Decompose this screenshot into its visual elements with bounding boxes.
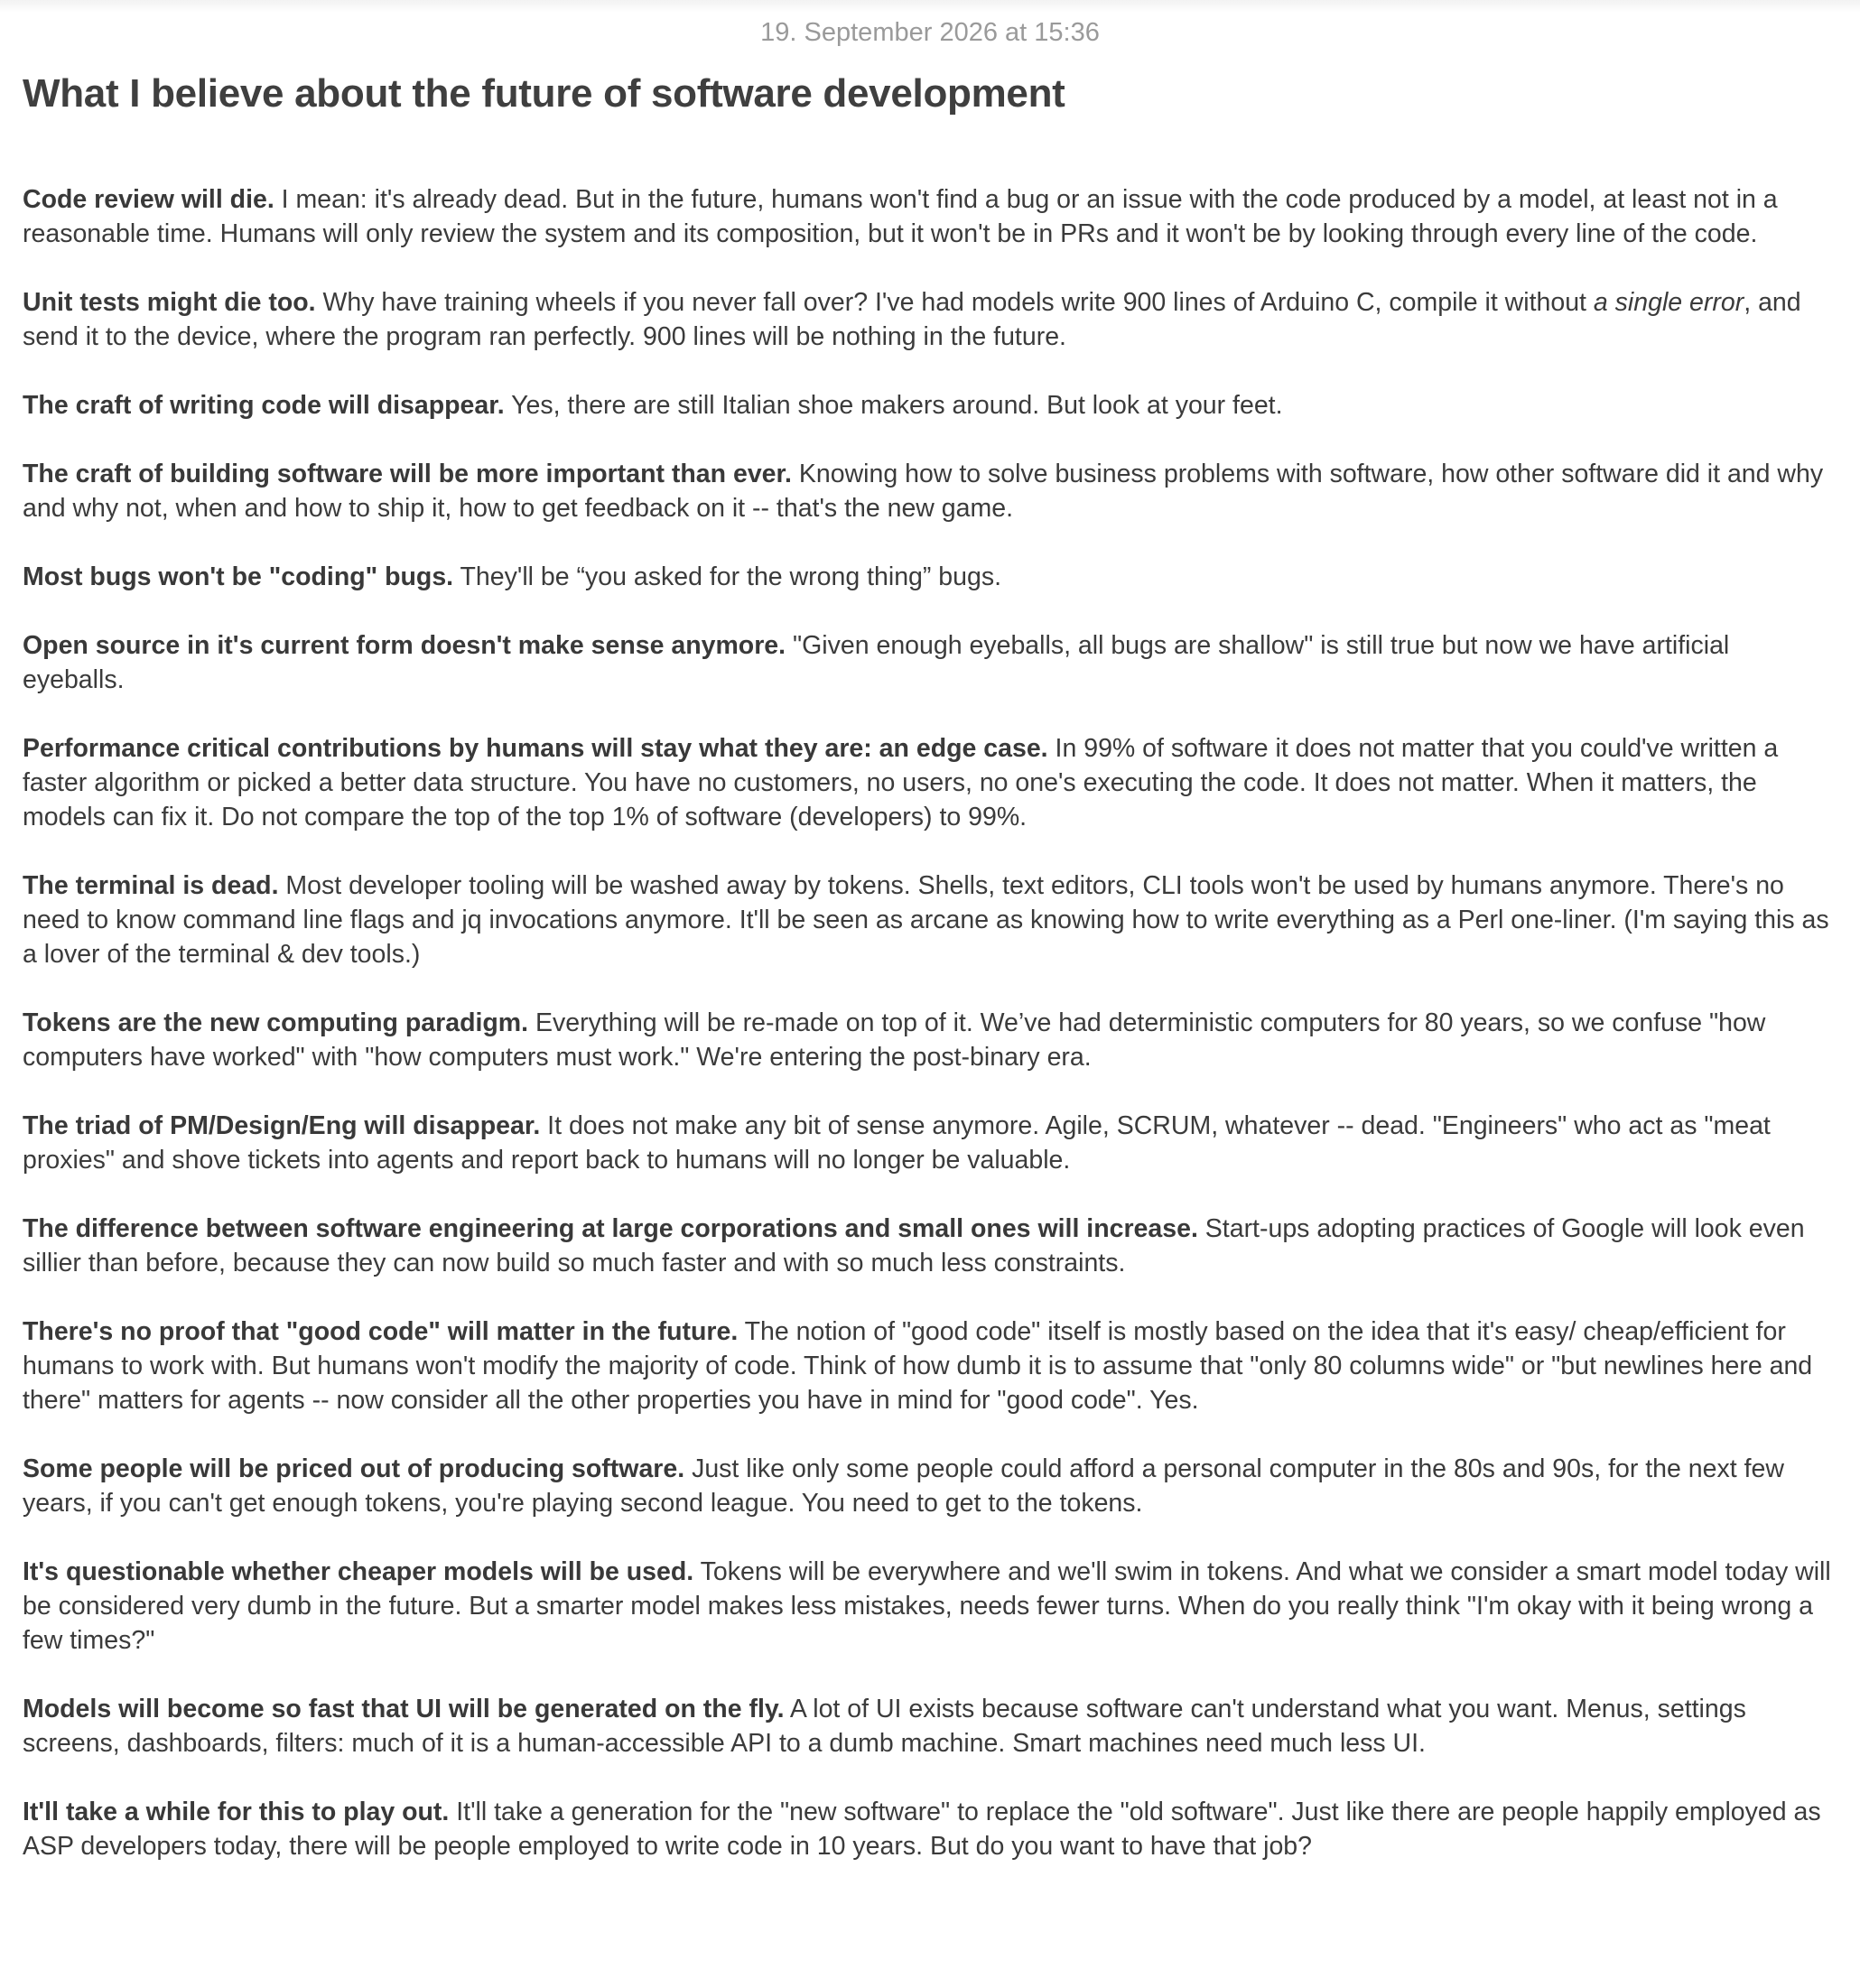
- paragraph-text: Yes, there are still Italian shoe makers around. But look at your feet.: [504, 391, 1283, 420]
- paragraph-cheaper-models[interactable]: [23, 1555, 1837, 1658]
- paragraph-craft-writing[interactable]: [23, 388, 1837, 423]
- paragraph-lead: It'll take a while for this to play out.: [23, 1798, 450, 1826]
- note-date: 19. September 2026 at 15:36: [760, 18, 1100, 47]
- paragraph-lead: Tokens are the new computing paradigm.: [23, 1008, 529, 1037]
- paragraph-lead: The triad of PM/Design/Eng will disappear.: [23, 1111, 541, 1140]
- paragraph-lead: Models will become so fast that UI will be generated on the fly.: [23, 1695, 785, 1723]
- note-title[interactable]: What I believe about the future of software development: [23, 71, 1065, 116]
- paragraph-terminal[interactable]: [23, 869, 1837, 971]
- paragraph-text: It does not make any bit of sense anymore. Agile, SCRUM, whatever -- dead. "Engineers" who act as "meat proxies" and shove tickets into agents and report back to humans will no longer be valuable.: [23, 1111, 1771, 1175]
- paragraph-text: Most developer tooling will be washed away by tokens. Shells, text editors, CLI tools won't be used by humans anymore. There's no need to know command line flags and jq invocations anymore. It'll be seen as arcane as knowing how to write everything as a Perl one-liner. (I'm saying this as a lover of the terminal & dev tools.): [23, 871, 1829, 969]
- paragraph-text: Everything will be re-made on top of it. We’ve had deterministic computers for 80 years, so we confuse "how computers have worked" with "how computers must work." We're entering the post-binary era.: [23, 1008, 1766, 1072]
- paragraph-lead: The terminal is dead.: [23, 871, 279, 900]
- paragraph-corporations[interactable]: [23, 1212, 1837, 1280]
- paragraph-tokens[interactable]: [23, 1006, 1837, 1074]
- paragraph-lead: The difference between software engineering at large corporations and small ones will increase.: [23, 1214, 1198, 1243]
- paragraph-lead: Unit tests might die too.: [23, 288, 316, 317]
- paragraph-priced-out[interactable]: [23, 1452, 1837, 1520]
- paragraph-text: Start-ups adopting practices of Google will look even sillier than before, because they can now build so much faster and with so much less constraints.: [23, 1214, 1805, 1277]
- paragraph-lead: Most bugs won't be "coding" bugs.: [23, 562, 454, 591]
- paragraph-lead: Code review will die.: [23, 185, 274, 214]
- paragraph-text: "Given enough eyeballs, all bugs are shallow" is still true but now we have artificial eyeballs.: [23, 631, 1730, 694]
- paragraph-text: Just like only some people could afford a personal computer in the 80s and 90s, for the next few years, if you can't get enough tokens, you're playing second league. You need to get to the tokens.: [23, 1454, 1784, 1518]
- note-editor[interactable]: [23, 0, 1837, 1898]
- paragraph-text: It'll take a generation for the "new software" to replace the "old software". Just like there are people happily employed as ASP developers today, there will be people employed to write code in 10 years. But do you want to have that job?: [23, 1798, 1821, 1861]
- paragraph-text: They'll be “you asked for the wrong thing” bugs.: [453, 562, 1002, 591]
- paragraph-triad[interactable]: [23, 1109, 1837, 1177]
- paragraph-text: Knowing how to solve business problems with software, how other software did it and why and why not, when and how to ship it, how to get feedback on it -- that's the new game.: [23, 460, 1824, 523]
- paragraph-lead: Some people will be priced out of producing software.: [23, 1454, 685, 1483]
- paragraph-text: In 99% of software it does not matter that you could've written a faster algorithm or picked a better data structure. You have no customers, no users, no one's executing the code. It does not matter. When it matters, the models can fix it. Do not compare the top of the top 1% of software (developers) to 99%.: [23, 734, 1779, 831]
- paragraph-lead: Performance critical contributions by humans will stay what they are: an edge case.: [23, 734, 1048, 763]
- paragraph-play-out[interactable]: [23, 1795, 1837, 1863]
- note-body[interactable]: [23, 182, 1837, 1863]
- paragraph-good-code[interactable]: [23, 1314, 1837, 1417]
- paragraph-text: Why have training wheels if you never fall over? I've had models write 900 lines of Arduino C, compile it without: [315, 288, 1594, 317]
- paragraph-performance[interactable]: [23, 731, 1837, 834]
- paragraph-code-review[interactable]: [23, 182, 1837, 251]
- paragraph-generated-ui[interactable]: [23, 1692, 1837, 1760]
- paragraph-lead: It's questionable whether cheaper models will be used.: [23, 1557, 694, 1586]
- paragraph-text: , and send it to the device, where the program ran perfectly. 900 lines will be nothing in the future.: [23, 288, 1801, 351]
- paragraph-lead: The craft of building software will be more important than ever.: [23, 460, 792, 488]
- paragraph-emphasis: a single error: [1593, 288, 1744, 317]
- paragraph-lead: Open source in it's current form doesn't make sense anymore.: [23, 631, 786, 660]
- paragraph-bugs[interactable]: [23, 560, 1837, 594]
- paragraph-craft-building[interactable]: [23, 457, 1837, 525]
- paragraph-text: The notion of "good code" itself is mostly based on the idea that it's easy/ cheap/efficient for humans to work with. But humans won't modify the majority of code. Think of how dumb it is to assume that "only 80 columns wide" or "but newlines here and there" matters for agents -- now consider all the other properties you have in mind for "good code". Yes.: [23, 1317, 1813, 1415]
- paragraph-text: Tokens will be everywhere and we'll swim in tokens. And what we consider a smart model today will be considered very dumb in the future. But a smarter model makes less mistakes, needs fewer turns. When do you really think "I'm okay with it being wrong a few times?": [23, 1557, 1831, 1655]
- paragraph-lead: The craft of writing code will disappear.: [23, 391, 505, 420]
- paragraph-text: I mean: it's already dead. But in the future, humans won't find a bug or an issue with the code produced by a model, at least not in a reasonable time. Humans will only review the system and its composition, but it won't be in PRs and it won't be by looking through every line of the code.: [23, 185, 1778, 248]
- paragraph-open-source[interactable]: [23, 628, 1837, 697]
- paragraph-lead: There's no proof that "good code" will matter in the future.: [23, 1317, 739, 1346]
- paragraph-text: A lot of UI exists because software can't understand what you want. Menus, settings screens, dashboards, filters: much of it is a human-accessible API to a dumb machine. Smart machines need much less UI.: [23, 1695, 1746, 1758]
- paragraph-unit-tests[interactable]: [23, 285, 1837, 354]
